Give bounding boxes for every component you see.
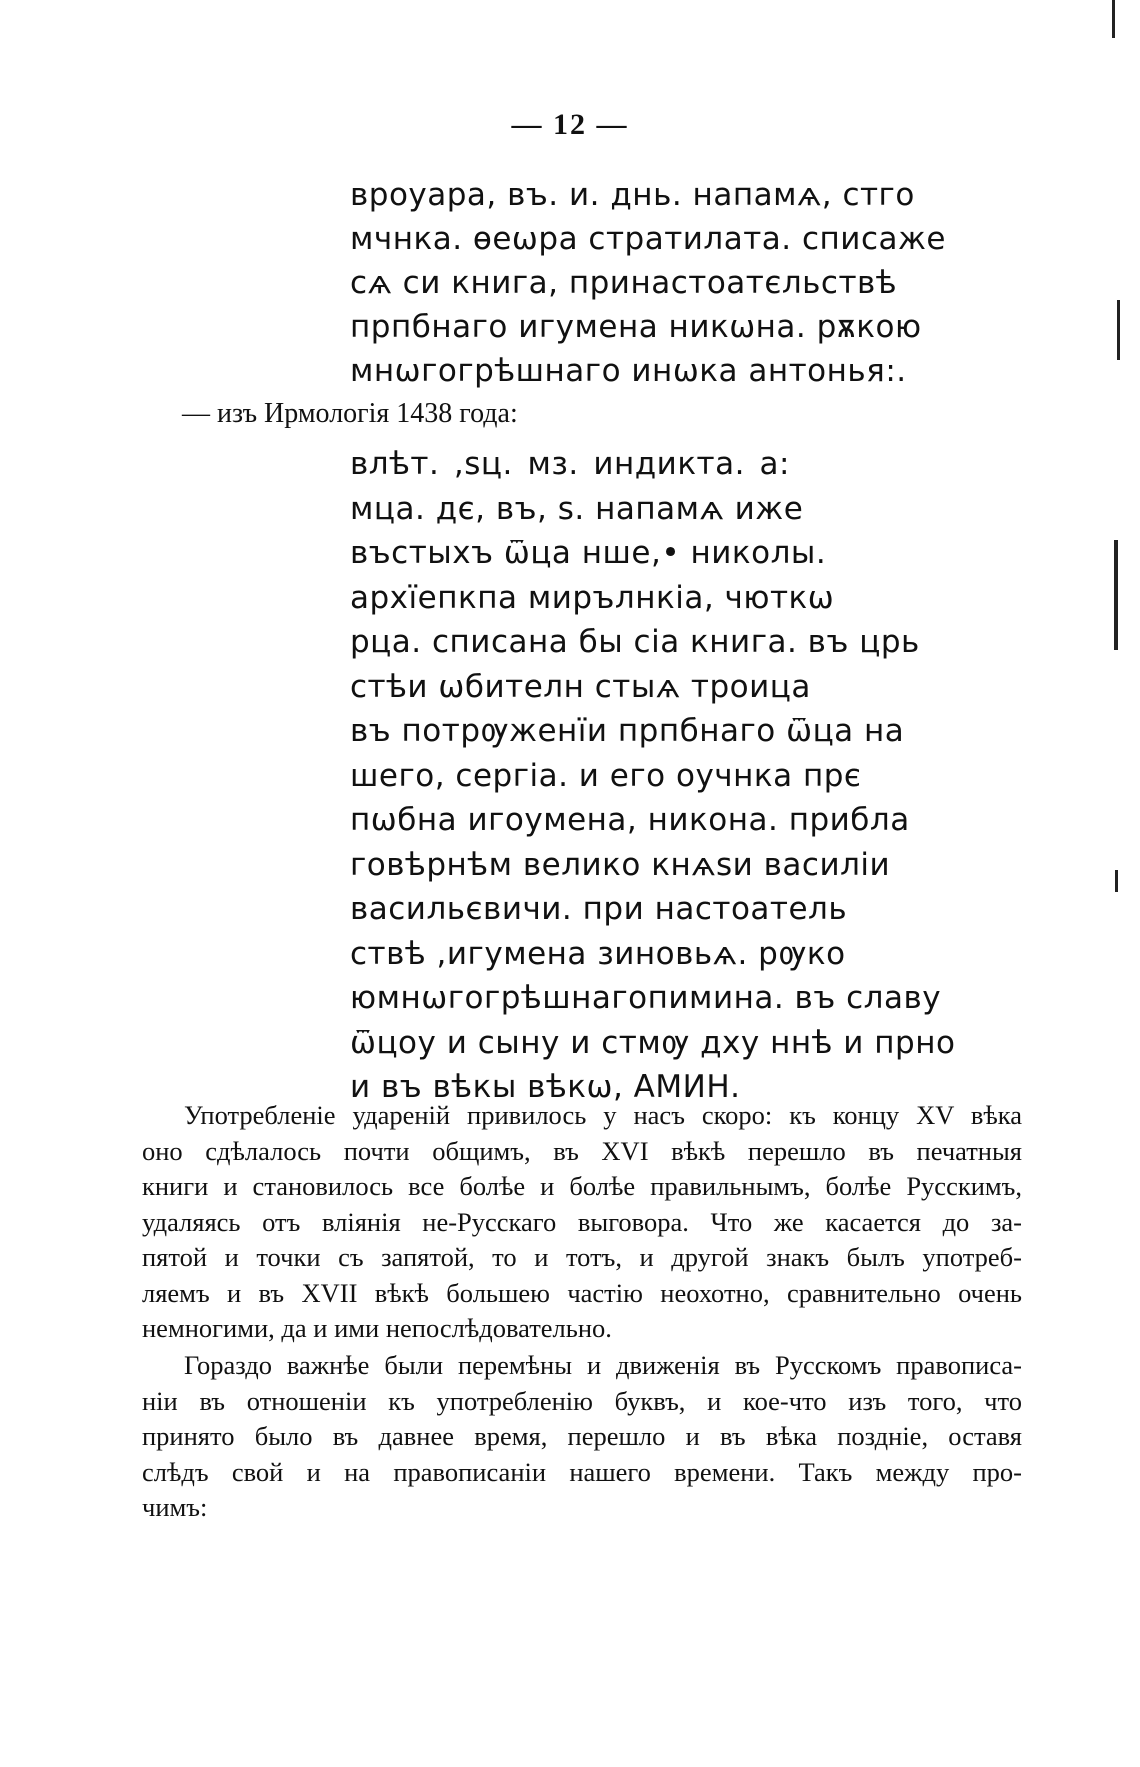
- paragraph-line: чимъ:: [142, 1492, 208, 1522]
- colophon-line: сѧ си книга, принастоатєльствѣ: [350, 265, 898, 301]
- paragraph-line: слѣдъ свой и на правописаніи нашего времени. Такъ между про-: [142, 1456, 1022, 1487]
- page-number: — 12 —: [511, 108, 629, 141]
- paragraph-orthography: [142, 1348, 1022, 1526]
- colophon-line: шего, сергіа. и его оучнка прє: [350, 757, 862, 794]
- source-intro-line: — изъ Ирмологія 1438 года:: [182, 398, 518, 429]
- colophon-line: ѿцоу и сыну и стмѹ дху ннѣ и прно: [350, 1024, 956, 1061]
- colophon-line: мца. дє, въ, s. напамѧ иже: [350, 490, 804, 527]
- colophon-line: говѣрнѣм велико кнѧѕи василіи: [350, 846, 891, 883]
- colophon-line: вроуара, въ. и. днь. напамѧ, стго: [350, 177, 915, 213]
- paragraph-line: немногими, да и ими непослѣдовательно.: [142, 1313, 612, 1343]
- colophon-line: въ потрѹженїи прпбнаго ѿца на: [350, 713, 905, 749]
- paragraph-line: принято было въ давнее время, перешло и въ вѣка поздніе, оставя: [142, 1421, 1022, 1451]
- paragraph-line: ляемъ и въ XVII вѣкѣ большею частію неохотно, сравнительно очень: [142, 1277, 1022, 1308]
- colophon-line: архїепкпа мирълнкіа, чюткѡ: [350, 579, 835, 616]
- colophon-line: мчнка. ѳеѡра стратилата. списаже: [350, 221, 946, 257]
- colophon-line: пѡбна игоумена, никона. прибла: [350, 802, 910, 838]
- paragraph-line: книги и становилось все болѣе и болѣе правильнымъ, болѣе Русскимъ,: [142, 1171, 1022, 1201]
- scan-edge-mark: [1114, 540, 1118, 650]
- colophon-line: юмнѡгогрѣшнагопимина. въ славу: [350, 980, 942, 1016]
- paragraph-line: пятой и точки съ запятой, то и тотъ, и другой знакъ былъ употреб-: [142, 1242, 1022, 1272]
- paragraph-line: ніи въ отношеніи къ употребленію буквъ, и кое-что изъ того, что: [142, 1385, 1022, 1416]
- paragraph-accents: [142, 1098, 1022, 1347]
- colophon-line: влѣт. ,sц. мз. индикта. а:: [350, 446, 790, 482]
- colophon-line: рца. списана бы сіа книга. въ црь: [350, 624, 920, 660]
- paragraph-line: оно сдѣлалось почти общимъ, въ XVI вѣкѣ перешло въ печатныя: [142, 1135, 1022, 1166]
- colophon-line: васильєвичи. при настоатель: [350, 891, 848, 927]
- paragraph-line: Употребленіе удареній привилось у насъ скоро: къ концу XV вѣка: [184, 1100, 1022, 1130]
- colophon-line: и въ вѣкы вѣкѡ, АМИН.: [350, 1069, 741, 1105]
- scan-edge-mark: [1112, 0, 1115, 38]
- scan-edge-mark: [1115, 870, 1118, 892]
- irmologion-colophon: [350, 442, 956, 1110]
- paragraph-line: удаляясь отъ вліянія не-Русскаго выговора. Что же касается до за-: [142, 1206, 1022, 1237]
- paragraph-line: Гораздо важнѣе были перемѣны и движенія въ Русскомъ правописа-: [184, 1350, 1022, 1380]
- colophon-line: прпбнаго игумена никѡна. рѫкою: [350, 309, 922, 345]
- scan-edge-mark: [1117, 300, 1120, 360]
- colophon-1438-text: [350, 173, 946, 393]
- colophon-line: ствѣ ,игумена зиновьѧ. рѹко: [350, 935, 846, 972]
- colophon-line: стѣи ѡбителн стыѧ троица: [350, 668, 811, 705]
- colophon-line: мнѡгогрѣшнаго инѡка антонья:.: [350, 353, 907, 389]
- colophon-line: въстыхъ ѿца нше,• николы.: [350, 535, 827, 571]
